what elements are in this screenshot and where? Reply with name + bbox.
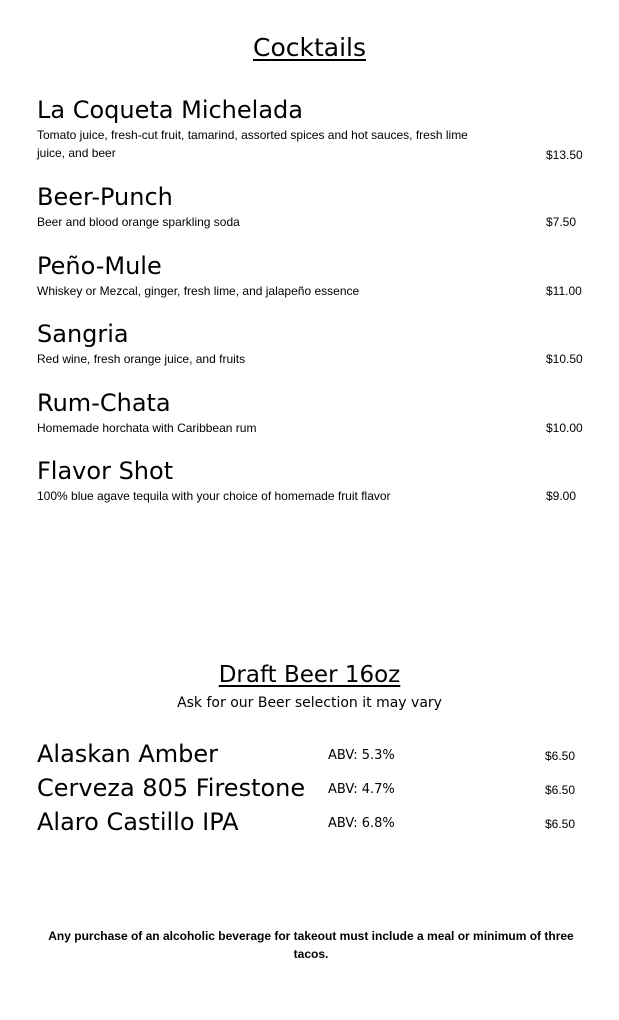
beer-name: Cerveza 805 Firestone	[37, 774, 306, 802]
cocktail-item	[37, 389, 587, 437]
beer-price: $6.50	[545, 817, 576, 831]
draft-beer-title: Draft Beer 16oz	[218, 662, 401, 688]
cocktail-name: Beer-Punch	[37, 183, 173, 211]
cocktail-item	[37, 457, 587, 505]
cocktail-description: Beer and blood orange sparkling soda	[37, 215, 240, 229]
cocktail-description: 100% blue agave tequila with your choice of homemade fruit flavor	[37, 489, 391, 503]
cocktail-description: Whiskey or Mezcal, ginger, fresh lime, and jalapeño essence	[37, 284, 360, 298]
cocktails-title: Cocktails	[252, 33, 366, 62]
cocktail-item	[37, 183, 587, 231]
cocktail-price: $10.50	[546, 352, 583, 366]
cocktail-description: Homemade horchata with Caribbean rum	[37, 421, 257, 435]
takeout-disclaimer: Any purchase of an alcoholic beverage for takeout must include a meal or minimum of three tacos.	[48, 929, 574, 961]
cocktail-price: $9.00	[546, 489, 577, 503]
cocktail-name: Sangria	[37, 320, 129, 348]
cocktail-price: $13.50	[546, 148, 583, 162]
cocktail-description: Tomato juice, fresh-cut fruit, tamarind, assorted spices and hot sauces, fresh lime juice, and beer	[37, 128, 468, 160]
cocktail-price: $7.50	[546, 215, 577, 229]
cocktail-item	[37, 252, 587, 300]
cocktail-price: $10.00	[546, 421, 583, 435]
beer-row	[37, 774, 587, 806]
beer-name: Alaskan Amber	[37, 740, 218, 768]
beer-row	[37, 808, 587, 840]
draft-beer-subtitle: Ask for our Beer selection it may vary	[177, 695, 442, 711]
beer-price: $6.50	[545, 749, 576, 763]
cocktail-name: Flavor Shot	[37, 457, 174, 485]
cocktail-price: $11.00	[546, 284, 582, 298]
beer-price: $6.50	[545, 783, 576, 797]
beer-name: Alaro Castillo IPA	[37, 808, 239, 836]
cocktail-name: Rum-Chata	[37, 389, 171, 417]
beer-abv: ABV: 5.3%	[328, 748, 395, 763]
beer-abv: ABV: 6.8%	[328, 816, 395, 831]
beer-abv: ABV: 4.7%	[328, 782, 395, 797]
beer-row	[37, 740, 587, 772]
cocktail-item	[37, 320, 587, 368]
cocktail-item	[37, 96, 587, 162]
cocktail-name: Peño-Mule	[37, 252, 162, 280]
cocktail-name: La Coqueta Michelada	[37, 96, 303, 124]
cocktail-description: Red wine, fresh orange juice, and fruits	[37, 352, 246, 366]
